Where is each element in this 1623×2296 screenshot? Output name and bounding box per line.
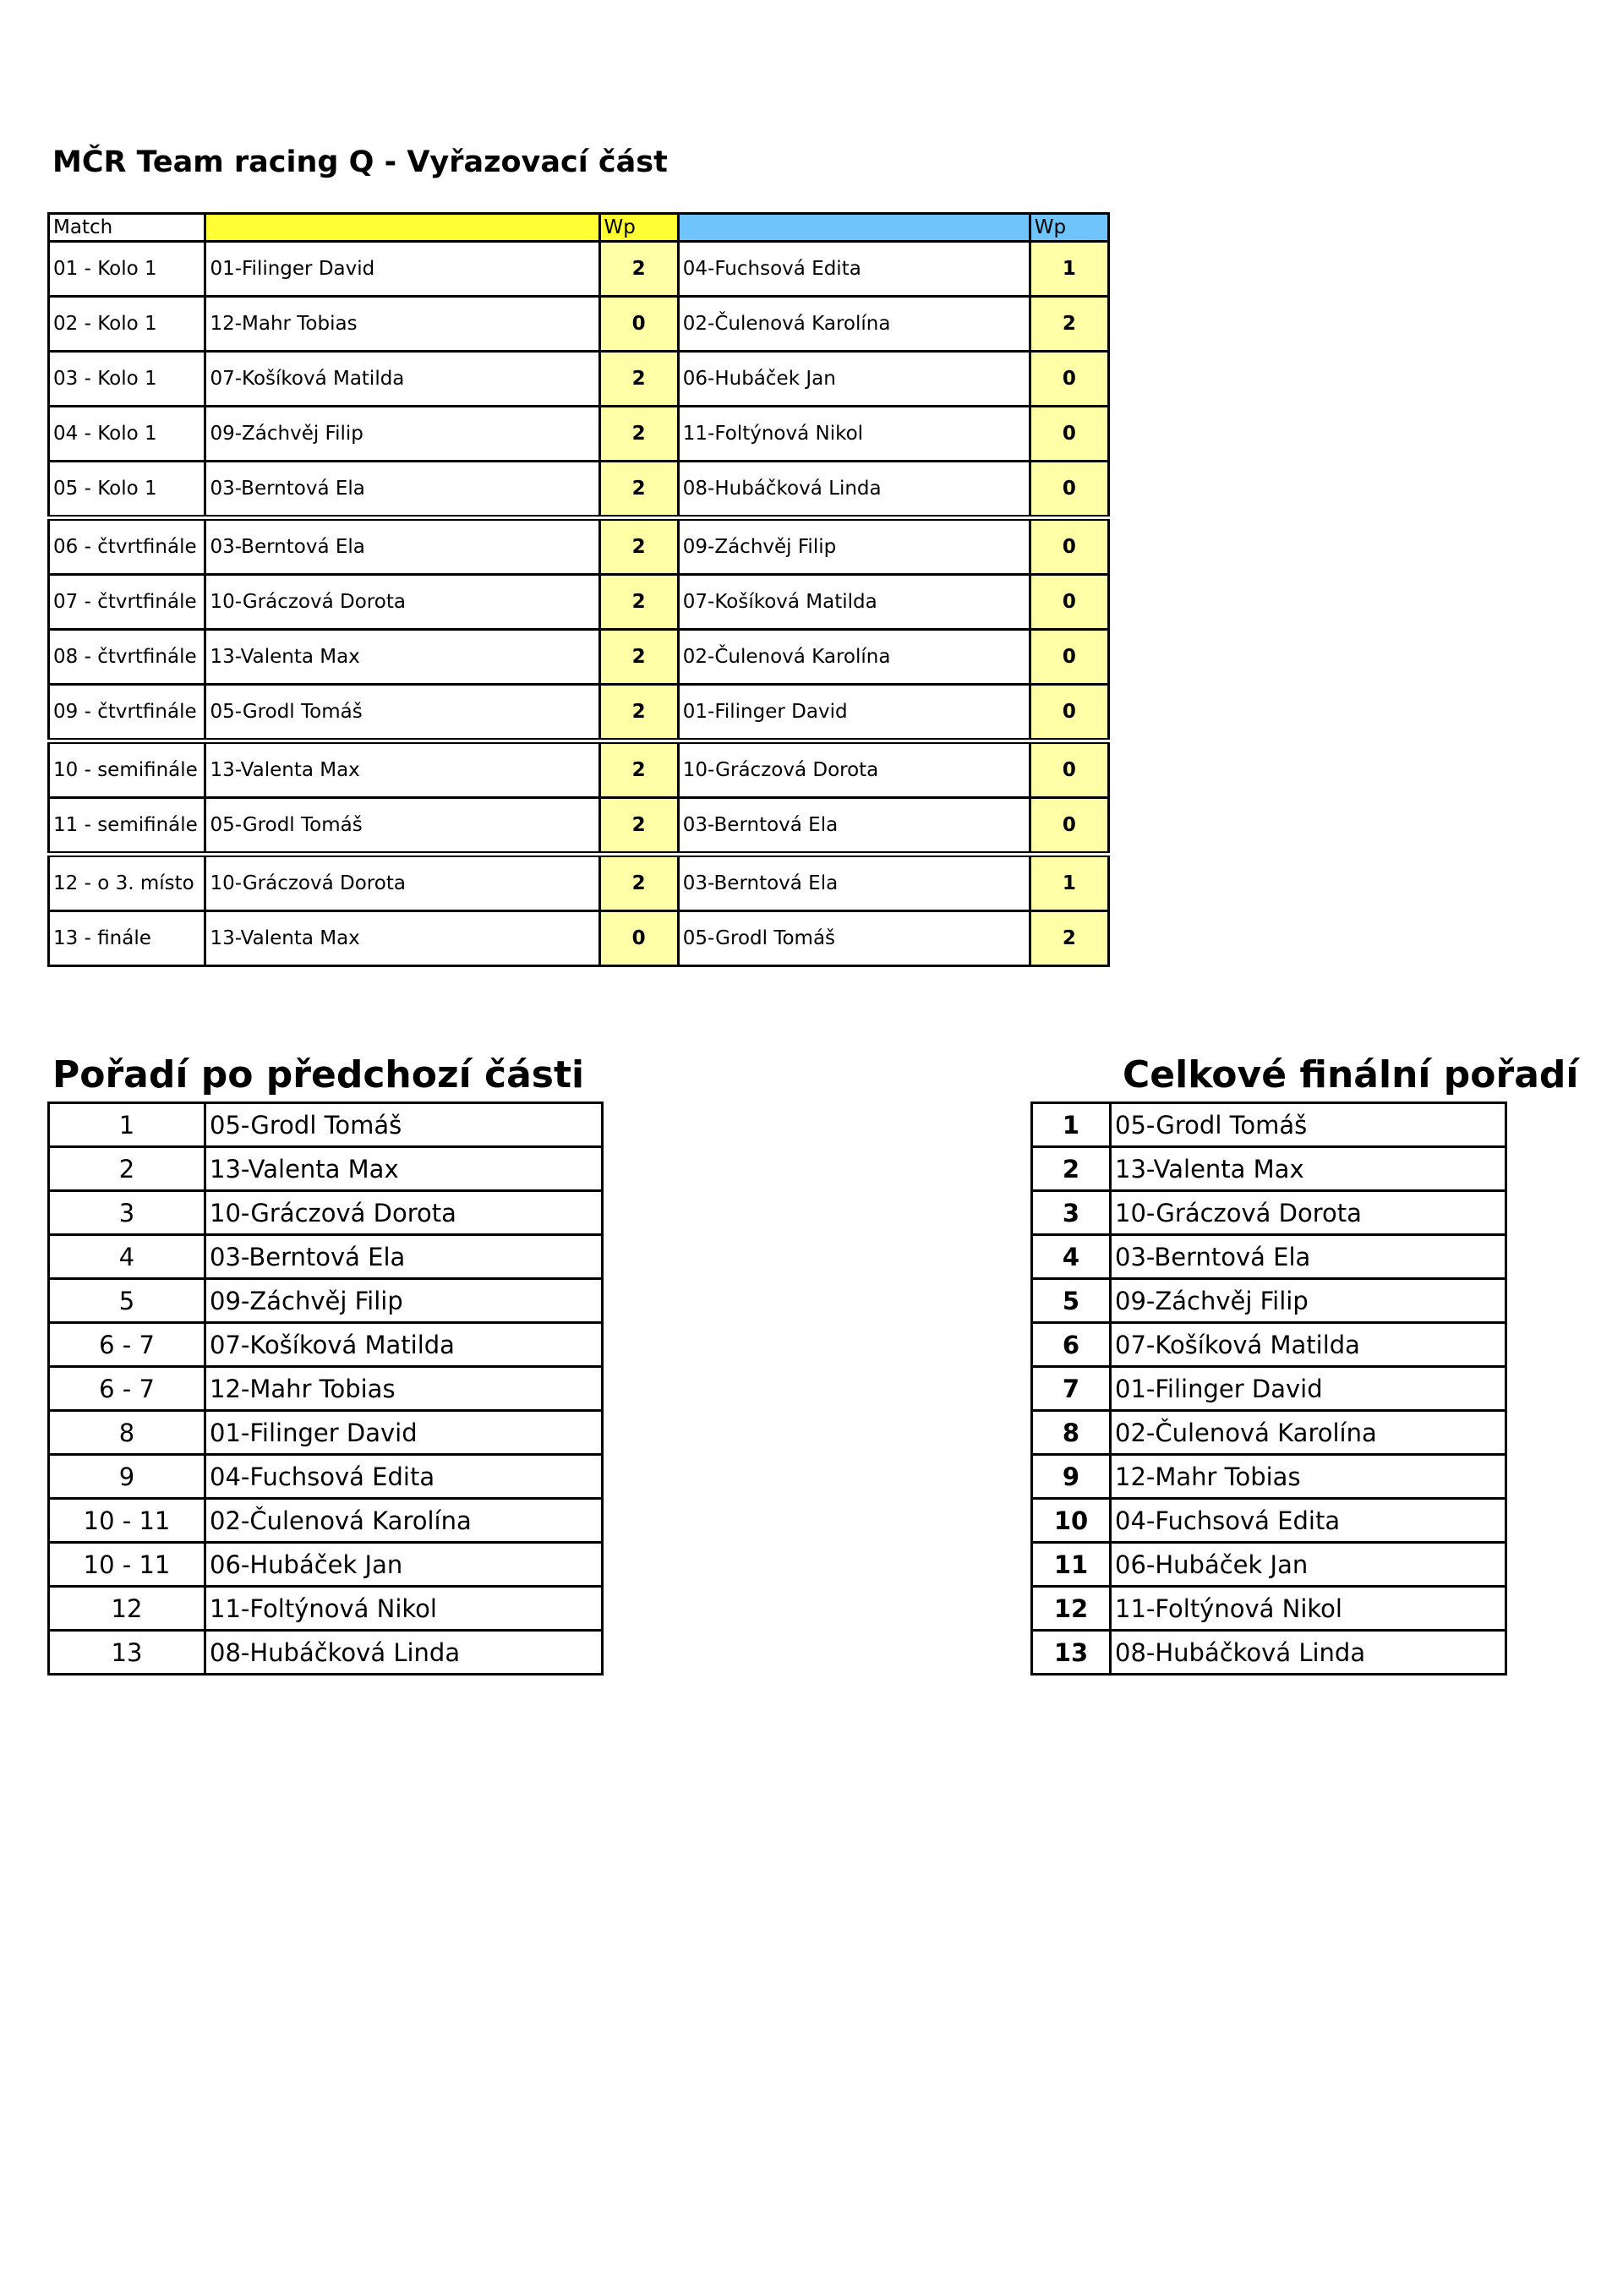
previous-ranking-title: Pořadí po předchozí části [52, 1053, 585, 1096]
rank-position: 8 [1032, 1411, 1111, 1455]
wp-a-score: 2 [599, 352, 678, 407]
match-label: 02 - Kolo 1 [49, 297, 205, 352]
ranking-row [1032, 1147, 1506, 1191]
team-a: 13-Valenta Max [205, 911, 599, 966]
rank-position: 12 [1032, 1587, 1111, 1631]
rank-name: 10-Gráczová Dorota [1111, 1191, 1506, 1235]
team-b: 01-Filinger David [678, 685, 1030, 741]
match-label: 04 - Kolo 1 [49, 407, 205, 462]
ranking-row [49, 1631, 603, 1675]
ranking-row [49, 1191, 603, 1235]
rank-name: 13-Valenta Max [205, 1147, 603, 1191]
wp-a-score: 2 [599, 685, 678, 741]
ranking-row [1032, 1411, 1506, 1455]
rank-position: 1 [49, 1103, 205, 1147]
match-row [49, 575, 1109, 630]
team-a: 03-Berntová Ela [205, 462, 599, 518]
wp-a-score: 2 [599, 630, 678, 685]
rank-name: 07-Košíková Matilda [1111, 1323, 1506, 1367]
wp-b-score: 0 [1030, 575, 1108, 630]
rank-name: 12-Mahr Tobias [1111, 1455, 1506, 1499]
rank-position: 4 [1032, 1235, 1111, 1279]
ranking-row [49, 1411, 603, 1455]
match-label: 01 - Kolo 1 [49, 242, 205, 297]
ranking-row [49, 1147, 603, 1191]
match-label: 08 - čtvrtfinále [49, 630, 205, 685]
match-row [49, 911, 1109, 966]
match-label: 11 - semifinále [49, 798, 205, 855]
match-row [49, 518, 1109, 575]
wp-a-score: 2 [599, 798, 678, 855]
ranking-row [1032, 1499, 1506, 1543]
team-b: 02-Čulenová Karolína [678, 297, 1030, 352]
rank-position: 12 [49, 1587, 205, 1631]
rank-position: 13 [1032, 1631, 1111, 1675]
rank-name: 11-Foltýnová Nikol [1111, 1587, 1506, 1631]
team-a: 13-Valenta Max [205, 630, 599, 685]
rank-position: 1 [1032, 1103, 1111, 1147]
team-a: 05-Grodl Tomáš [205, 685, 599, 741]
ranking-row [1032, 1191, 1506, 1235]
final-ranking-title: Celkové finální pořadí [1123, 1053, 1579, 1096]
team-b: 04-Fuchsová Edita [678, 242, 1030, 297]
match-row [49, 798, 1109, 855]
ranking-row [49, 1543, 603, 1587]
wp-b-score: 2 [1030, 911, 1108, 966]
wp-a-score: 2 [599, 462, 678, 518]
rank-position: 11 [1032, 1543, 1111, 1587]
ranking-row [49, 1323, 603, 1367]
rank-name: 07-Košíková Matilda [205, 1323, 603, 1367]
rank-position: 10 [1032, 1499, 1111, 1543]
ranking-row [1032, 1587, 1506, 1631]
match-row [49, 352, 1109, 407]
team-b: 09-Záchvěj Filip [678, 518, 1030, 575]
rank-name: 09-Záchvěj Filip [1111, 1279, 1506, 1323]
rank-name: 06-Hubáček Jan [1111, 1543, 1506, 1587]
rank-position: 6 [1032, 1323, 1111, 1367]
ranking-row [49, 1455, 603, 1499]
wp-a-score: 2 [599, 407, 678, 462]
wp-a-score: 2 [599, 518, 678, 575]
rank-position: 3 [1032, 1191, 1111, 1235]
wp-b-score: 1 [1030, 855, 1108, 911]
wp-a-score: 0 [599, 297, 678, 352]
team-b: 05-Grodl Tomáš [678, 911, 1030, 966]
match-label: 12 - o 3. místo [49, 855, 205, 911]
rank-name: 01-Filinger David [205, 1411, 603, 1455]
wp-a-score: 2 [599, 242, 678, 297]
rank-name: 12-Mahr Tobias [205, 1367, 603, 1411]
rank-position: 10 - 11 [49, 1543, 205, 1587]
rank-name: 02-Čulenová Karolína [205, 1499, 603, 1543]
rank-position: 2 [1032, 1147, 1111, 1191]
rank-name: 02-Čulenová Karolína [1111, 1411, 1506, 1455]
page-title: MČR Team racing Q - Vyřazovací část [52, 145, 668, 179]
rank-position: 5 [1032, 1279, 1111, 1323]
rank-name: 01-Filinger David [1111, 1367, 1506, 1411]
rank-name: 08-Hubáčková Linda [205, 1631, 603, 1675]
ranking-row [1032, 1279, 1506, 1323]
wp-b-score: 0 [1030, 630, 1108, 685]
ranking-row [1032, 1235, 1506, 1279]
rank-position: 6 - 7 [49, 1323, 205, 1367]
ranking-row [49, 1103, 603, 1147]
match-row [49, 407, 1109, 462]
previous-ranking-table [47, 1102, 604, 1676]
rank-name: 05-Grodl Tomáš [1111, 1103, 1506, 1147]
rank-position: 4 [49, 1235, 205, 1279]
team-a: 09-Záchvěj Filip [205, 407, 599, 462]
team-a: 01-Filinger David [205, 242, 599, 297]
final-ranking-table [1030, 1102, 1507, 1676]
rank-name: 04-Fuchsová Edita [205, 1455, 603, 1499]
rank-position: 2 [49, 1147, 205, 1191]
rank-name: 10-Gráczová Dorota [205, 1191, 603, 1235]
wp-b-score: 0 [1030, 741, 1108, 798]
match-label: 09 - čtvrtfinále [49, 685, 205, 741]
team-a: 10-Gráczová Dorota [205, 575, 599, 630]
ranking-row [1032, 1455, 1506, 1499]
match-label: 03 - Kolo 1 [49, 352, 205, 407]
match-table-header [49, 214, 1109, 242]
team-a: 12-Mahr Tobias [205, 297, 599, 352]
rank-position: 13 [49, 1631, 205, 1675]
ranking-row [49, 1279, 603, 1323]
match-row [49, 741, 1109, 798]
wp-a-score: 0 [599, 911, 678, 966]
rank-name: 04-Fuchsová Edita [1111, 1499, 1506, 1543]
rank-name: 08-Hubáčková Linda [1111, 1631, 1506, 1675]
ranking-row [49, 1235, 603, 1279]
team-a: 03-Berntová Ela [205, 518, 599, 575]
wp-b-score: 0 [1030, 518, 1108, 575]
wp-b-score: 0 [1030, 685, 1108, 741]
ranking-row [49, 1367, 603, 1411]
team-a: 10-Gráczová Dorota [205, 855, 599, 911]
rank-position: 6 - 7 [49, 1367, 205, 1411]
rank-name: 09-Záchvěj Filip [205, 1279, 603, 1323]
team-b: 08-Hubáčková Linda [678, 462, 1030, 518]
match-label: 05 - Kolo 1 [49, 462, 205, 518]
rank-name: 03-Berntová Ela [205, 1235, 603, 1279]
wp-b-score: 2 [1030, 297, 1108, 352]
wp-b-score: 0 [1030, 798, 1108, 855]
team-b: 10-Gráczová Dorota [678, 741, 1030, 798]
team-b: 06-Hubáček Jan [678, 352, 1030, 407]
rank-name: 13-Valenta Max [1111, 1147, 1506, 1191]
rank-position: 9 [49, 1455, 205, 1499]
rank-name: 11-Foltýnová Nikol [205, 1587, 603, 1631]
rank-position: 9 [1032, 1455, 1111, 1499]
rank-position: 3 [49, 1191, 205, 1235]
match-table [47, 212, 1110, 967]
rank-position: 5 [49, 1279, 205, 1323]
header-match: Match [49, 214, 205, 242]
wp-b-score: 0 [1030, 462, 1108, 518]
ranking-row [1032, 1367, 1506, 1411]
header-side-a [205, 214, 599, 242]
match-label: 10 - semifinále [49, 741, 205, 798]
ranking-row [1032, 1543, 1506, 1587]
match-label: 07 - čtvrtfinále [49, 575, 205, 630]
team-a: 07-Košíková Matilda [205, 352, 599, 407]
ranking-row [1032, 1323, 1506, 1367]
ranking-row [49, 1499, 603, 1543]
wp-b-score: 1 [1030, 242, 1108, 297]
team-a: 13-Valenta Max [205, 741, 599, 798]
match-row [49, 630, 1109, 685]
ranking-row [1032, 1631, 1506, 1675]
match-row [49, 855, 1109, 911]
rank-position: 7 [1032, 1367, 1111, 1411]
ranking-row [1032, 1103, 1506, 1147]
wp-a-score: 2 [599, 575, 678, 630]
header-wp-b: Wp [1030, 214, 1108, 242]
rank-name: 06-Hubáček Jan [205, 1543, 603, 1587]
rank-position: 10 - 11 [49, 1499, 205, 1543]
header-wp-a: Wp [599, 214, 678, 242]
wp-b-score: 0 [1030, 407, 1108, 462]
rank-name: 05-Grodl Tomáš [205, 1103, 603, 1147]
match-label: 06 - čtvrtfinále [49, 518, 205, 575]
rank-position: 8 [49, 1411, 205, 1455]
wp-b-score: 0 [1030, 352, 1108, 407]
team-a: 05-Grodl Tomáš [205, 798, 599, 855]
match-row [49, 685, 1109, 741]
match-row [49, 462, 1109, 518]
rank-name: 03-Berntová Ela [1111, 1235, 1506, 1279]
team-b: 03-Berntová Ela [678, 855, 1030, 911]
team-b: 02-Čulenová Karolína [678, 630, 1030, 685]
team-b: 07-Košíková Matilda [678, 575, 1030, 630]
wp-a-score: 2 [599, 741, 678, 798]
match-row [49, 242, 1109, 297]
team-b: 11-Foltýnová Nikol [678, 407, 1030, 462]
wp-a-score: 2 [599, 855, 678, 911]
match-row [49, 297, 1109, 352]
match-label: 13 - finále [49, 911, 205, 966]
ranking-row [49, 1587, 603, 1631]
team-b: 03-Berntová Ela [678, 798, 1030, 855]
header-side-b [678, 214, 1030, 242]
